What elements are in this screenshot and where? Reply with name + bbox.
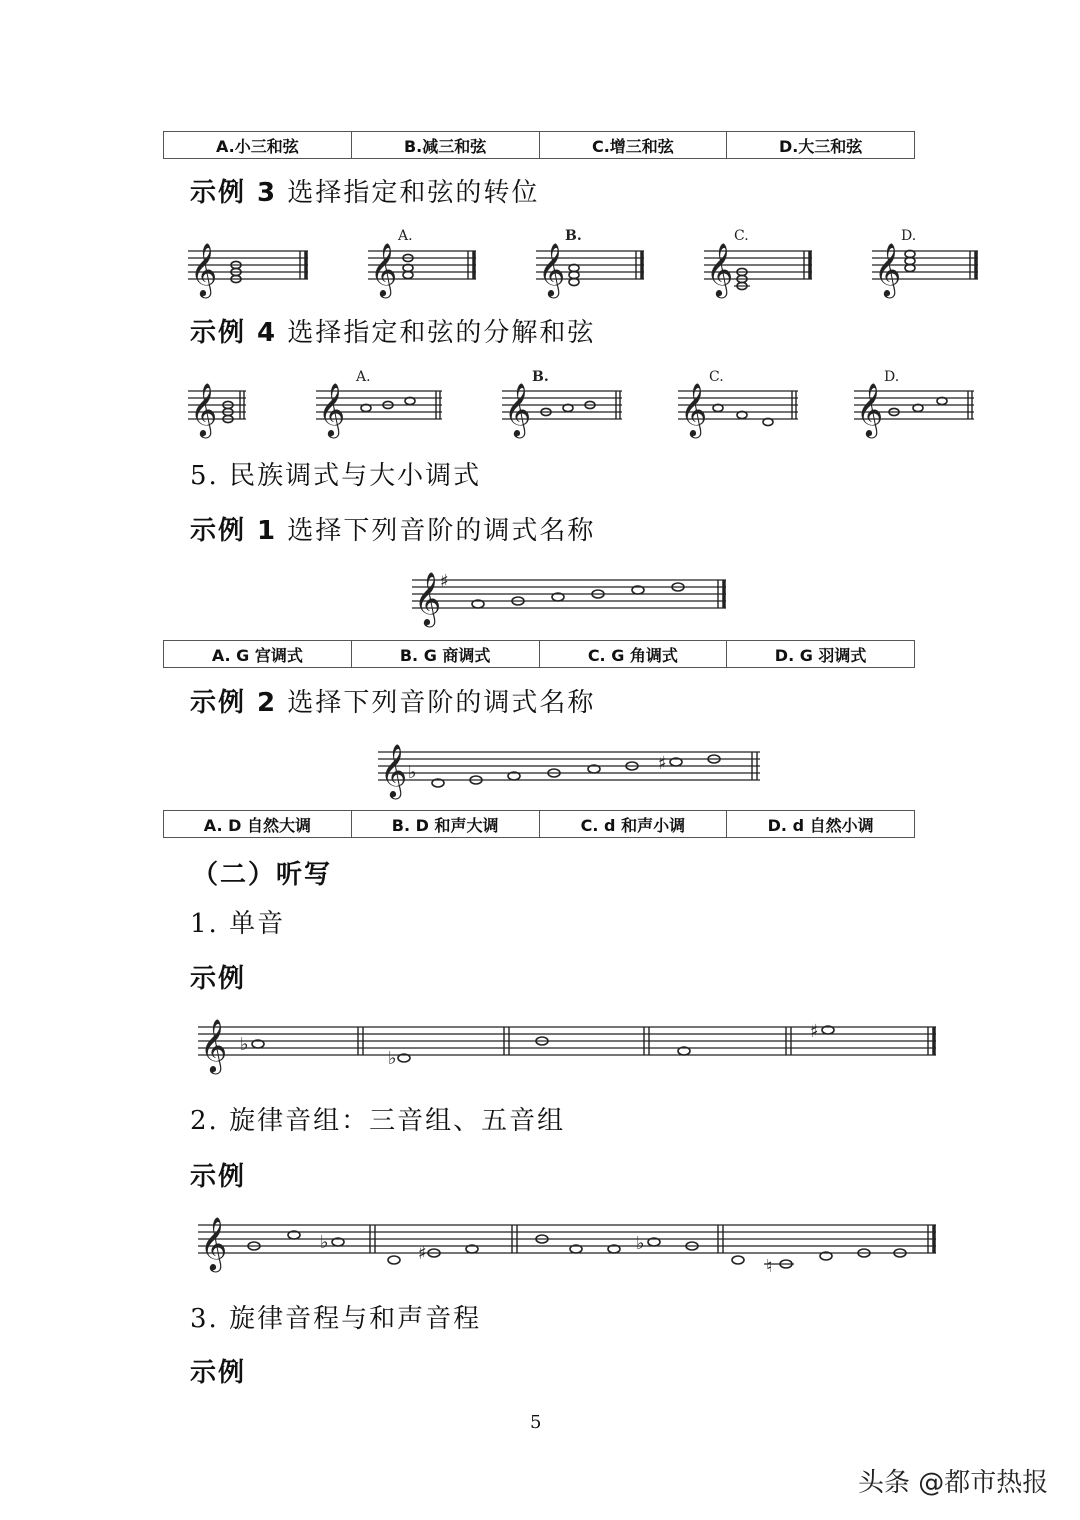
example-label: 示例 4 bbox=[190, 318, 278, 348]
flat-icon: ♭ bbox=[240, 1034, 249, 1055]
choice-label: C. bbox=[734, 228, 749, 244]
example-4-staff-question bbox=[188, 382, 246, 438]
option-c[interactable]: C. G 角调式 bbox=[540, 641, 728, 667]
example-3-choice-a[interactable] bbox=[368, 228, 476, 298]
treble-clef-icon: 𝄞 bbox=[190, 382, 218, 436]
example-text: 选择下列音阶的调式名称 bbox=[287, 516, 596, 546]
treble-clef-icon: 𝄞 bbox=[504, 382, 532, 436]
page-number: 5 bbox=[530, 1412, 542, 1433]
example-3-choice-c[interactable] bbox=[704, 228, 812, 298]
option-d[interactable]: D.大三和弦 bbox=[778, 136, 863, 156]
part-2-title: （二）听写 bbox=[192, 860, 333, 890]
dictation-3-title: 3. 旋律音程与和声音程 bbox=[190, 1304, 482, 1334]
example-3-choice-d[interactable] bbox=[872, 228, 978, 298]
flat-icon: ♭ bbox=[636, 1233, 645, 1254]
dictation-2-title: 2. 旋律音组：三音组、五音组 bbox=[190, 1106, 566, 1136]
sharp-icon: ♯ bbox=[658, 753, 667, 774]
treble-clef-icon: 𝄞 bbox=[370, 242, 398, 296]
treble-clef-icon: 𝄞 bbox=[414, 571, 442, 625]
option-d[interactable]: D. d 自然小调 bbox=[767, 815, 874, 835]
example-label: 示例 1 bbox=[190, 516, 278, 546]
sharp-icon: ♯ bbox=[418, 1243, 427, 1264]
dictation-1-example: 示例 bbox=[190, 964, 247, 994]
example-4-choice-a[interactable] bbox=[316, 369, 442, 438]
choice-label: A. bbox=[398, 228, 413, 244]
example-label: 示例 3 bbox=[190, 178, 278, 208]
option-c[interactable]: C. d 和声小调 bbox=[540, 811, 728, 837]
choice-label: B. bbox=[532, 369, 549, 385]
treble-clef-icon: 𝄞 bbox=[200, 1018, 228, 1072]
example-text: 选择指定和弦的转位 bbox=[287, 178, 540, 208]
watermark: 头条 @都市热报 bbox=[858, 1468, 1049, 1498]
example-3-staff-question bbox=[188, 242, 308, 298]
example-4-choice-d[interactable] bbox=[854, 369, 974, 438]
flat-icon: ♭ bbox=[408, 762, 417, 783]
example-3-choice-b[interactable] bbox=[536, 228, 644, 298]
treble-clef-icon: 𝄞 bbox=[680, 382, 708, 436]
example-4-choice-c[interactable] bbox=[678, 369, 798, 438]
treble-clef-icon: 𝄞 bbox=[856, 382, 884, 436]
treble-clef-icon: 𝄞 bbox=[380, 743, 408, 797]
section-5-title: 5. 民族调式与大小调式 bbox=[190, 461, 482, 491]
option-b[interactable]: B. G 商调式 bbox=[352, 641, 540, 667]
dictation-3-example: 示例 bbox=[190, 1358, 247, 1388]
flat-icon: ♭ bbox=[320, 1232, 329, 1253]
option-a[interactable]: A. D 自然大调 bbox=[164, 811, 352, 837]
example-4-choice-b[interactable] bbox=[502, 369, 622, 438]
example-label: 示例 2 bbox=[190, 688, 278, 718]
example-text: 选择下列音阶的调式名称 bbox=[287, 688, 596, 718]
example-text: 选择指定和弦的分解和弦 bbox=[287, 318, 596, 348]
choice-label: A. bbox=[356, 369, 371, 385]
natural-icon: ♮ bbox=[766, 1256, 773, 1277]
choice-label: D. bbox=[901, 228, 917, 244]
treble-clef-icon: 𝄞 bbox=[874, 242, 902, 296]
option-b[interactable]: B.减三和弦 bbox=[352, 132, 540, 158]
dictation-2-staff bbox=[198, 1216, 936, 1277]
choice-label: C. bbox=[709, 369, 724, 385]
treble-clef-icon: 𝄞 bbox=[200, 1216, 228, 1270]
dictation-1-title: 1. 单音 bbox=[190, 909, 286, 939]
choice-label: D. bbox=[884, 369, 900, 385]
treble-clef-icon: 𝄞 bbox=[190, 242, 218, 296]
dictation-2-example: 示例 bbox=[190, 1162, 247, 1192]
treble-clef-icon: 𝄞 bbox=[706, 242, 734, 296]
option-b[interactable]: B. D 和声大调 bbox=[352, 811, 540, 837]
sharp-icon: ♯ bbox=[810, 1021, 819, 1042]
option-a[interactable]: A. G 宫调式 bbox=[164, 641, 352, 667]
scale-1-staff bbox=[412, 571, 726, 627]
choice-label: B. bbox=[565, 228, 582, 244]
option-d[interactable]: D. G 羽调式 bbox=[774, 645, 867, 665]
option-a[interactable]: A.小三和弦 bbox=[164, 132, 352, 158]
treble-clef-icon: 𝄞 bbox=[538, 242, 566, 296]
scale-2-staff bbox=[378, 743, 760, 799]
dictation-1-staff bbox=[198, 1018, 936, 1074]
option-c[interactable]: C.增三和弦 bbox=[540, 132, 728, 158]
sharp-icon: ♯ bbox=[440, 571, 449, 592]
treble-clef-icon: 𝄞 bbox=[318, 382, 346, 436]
flat-icon: ♭ bbox=[388, 1048, 397, 1069]
